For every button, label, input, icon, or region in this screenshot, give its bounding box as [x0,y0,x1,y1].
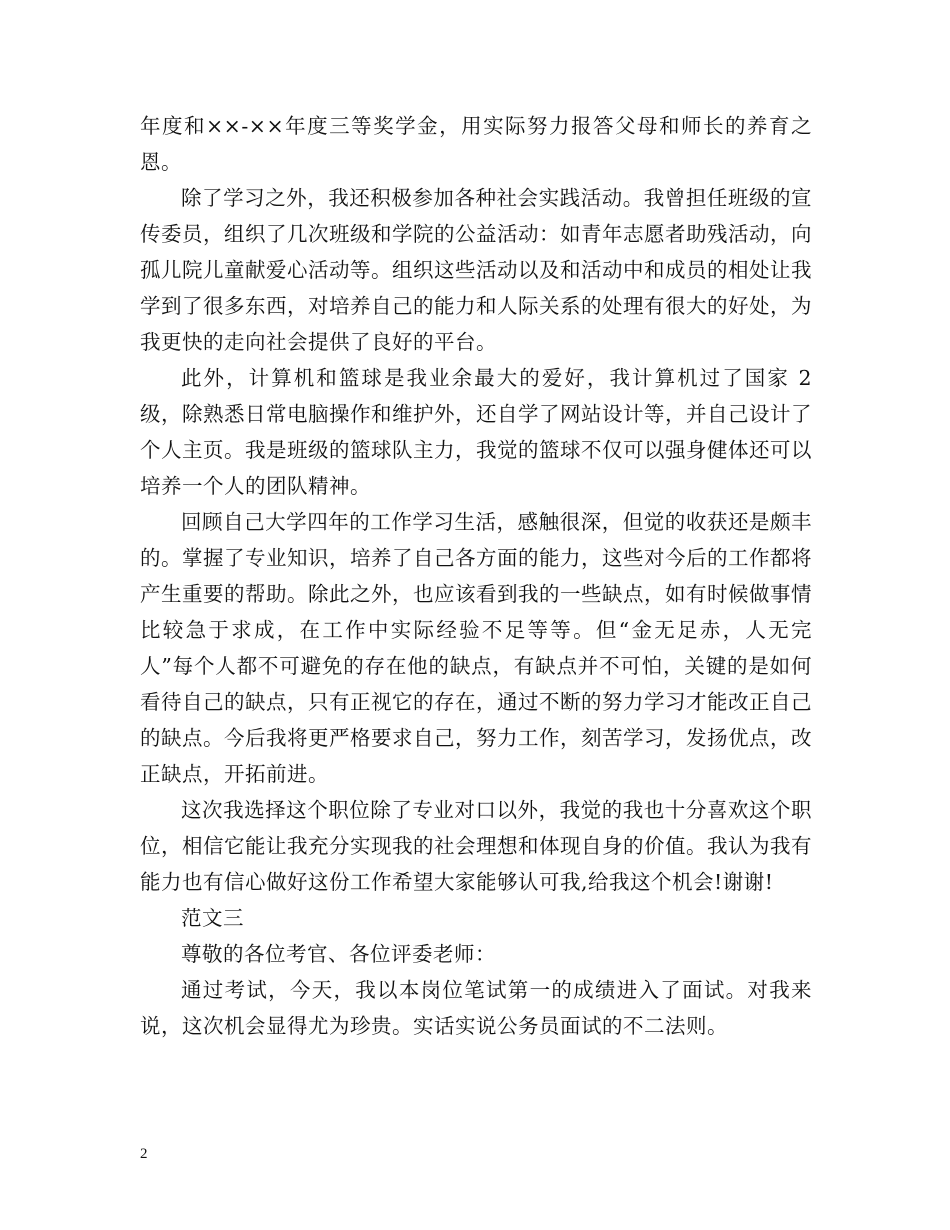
salutation: 尊敬的各位考官、各位评委老师： [181,942,496,966]
paragraph: 此外，计算机和篮球是我业余最大的爱好，我计算机过了国家 2 级，除熟悉日常电脑操作和维护外，还自学了网站设计等，并自己设计了个人主页。我是班级的篮球队主力，我觉的篮球不仅可以强身健体还可以培养一个人的团队精神。 [140,366,812,498]
section-heading: 范文三 [181,906,244,930]
paragraph: 通过考试，今天，我以本岗位笔试第一的成绩进入了面试。对我来说，这次机会显得尤为珍贵。实话实说公务员面试的不二法则。 [140,978,812,1038]
paragraph: 除了学习之外，我还积极参加各种社会实践活动。我曾担任班级的宣传委员，组织了几次班级和学院的公益活动：如青年志愿者助残活动，向孤儿院儿童献爱心活动等。组织这些活动以及和活动中和成员的相处让我学到了很多东西，对培养自己的能力和人际关系的处理有很大的好处，为我更快的走向社会提供了良好的平台。 [140,186,812,354]
body-text [140,108,812,1044]
paragraph: 回顾自己大学四年的工作学习生活，感触很深，但觉的收获还是颇丰的。掌握了专业知识，培养了自己各方面的能力，这些对今后的工作都将产生重要的帮助。除此之外，也应该看到我的一些缺点，如有时候做事情比较急于求成，在工作中实际经验不足等等。但“金无足赤，人无完人”每个人都不可避免的存在他的缺点，有缺点并不可怕，关键的是如何看待自己的缺点，只有正视它的存在，通过不断的努力学习才能改正自己的缺点。今后我将更严格要求自己，努力工作，刻苦学习，发扬优点，改正缺点，开拓前进。 [140,510,812,786]
paragraph: 年度和××-××年度三等奖学金，用实际努力报答父母和师长的养育之恩。 [140,114,812,174]
paragraph: 这次我选择这个职位除了专业对口以外，我觉的我也十分喜欢这个职位，相信它能让我充分实现我的社会理想和体现自身的价值。我认为我有能力也有信心做好这份工作希望大家能够认可我,给我这个机会!谢谢! [140,798,812,894]
page-number: 2 [140,1146,148,1162]
